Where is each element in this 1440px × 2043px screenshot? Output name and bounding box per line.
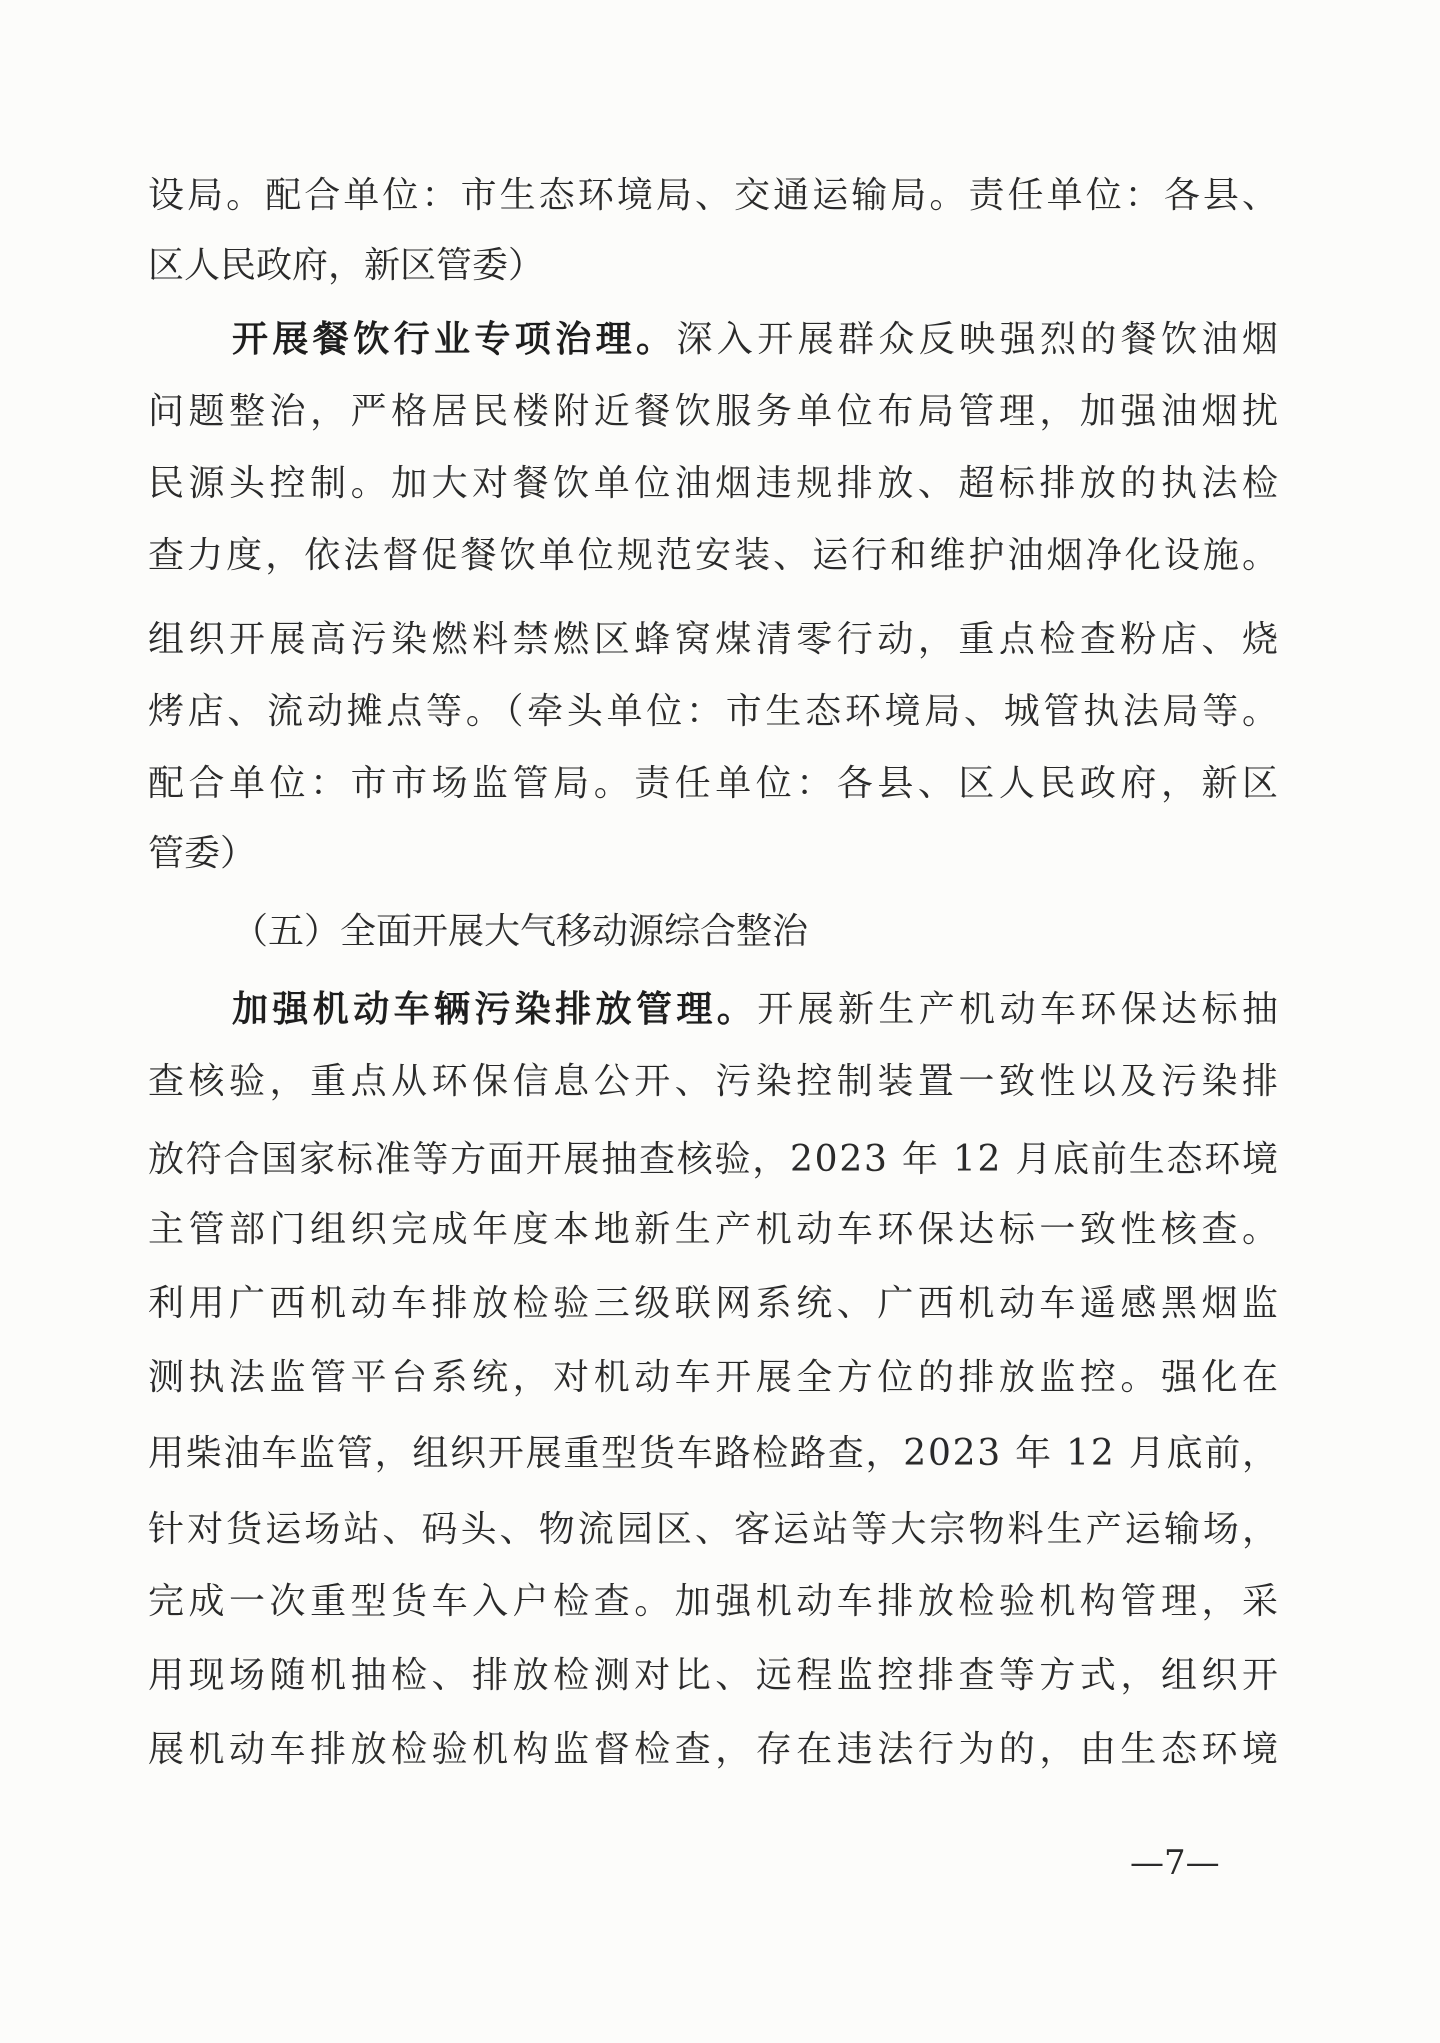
body-line — [148, 1720, 1283, 1780]
line-text: 测执法监管平台系统，对机动车开展全方位的排放监控。强化在 — [148, 1357, 1283, 1398]
bold-lead-phrase: 加强机动车辆污染排放管理。 — [232, 989, 758, 1030]
body-line — [148, 236, 1278, 296]
body-line — [148, 166, 1282, 226]
body-line — [148, 454, 1283, 514]
body-line — [148, 1348, 1283, 1408]
body-line — [148, 824, 1278, 884]
line-text: 针对货运场站、码头、物流园区、客运站等大宗物料生产运输场， — [148, 1509, 1282, 1550]
line-text: 完成一次重型货车入户检查。加强机动车排放检验机构管理，采 — [148, 1581, 1283, 1622]
body-line — [148, 1130, 1278, 1190]
body-line — [148, 1200, 1283, 1260]
line-text: 放符合国家标准等方面开展抽查核验，2023 年 12 月底前生态环境 — [148, 1139, 1280, 1180]
paragraph-first-line — [232, 980, 1283, 1040]
body-line — [148, 1500, 1282, 1560]
body-line — [148, 610, 1283, 670]
body-line — [148, 1424, 1278, 1484]
line-text: 配合单位：市市场监管局。责任单位：各县、区人民政府，新区 — [148, 763, 1283, 804]
line-text: 组织开展高污染燃料禁燃区蜂窝煤清零行动，重点检查粉店、烧 — [148, 619, 1283, 660]
page-number: —7— — [1130, 1843, 1220, 1883]
line-text: 查力度，依法督促餐饮单位规范安装、运行和维护油烟净化设施。 — [148, 535, 1282, 576]
heading-text: （五）全面开展大气移动源综合整治 — [232, 911, 809, 952]
line-text: 深入开展群众反映强烈的餐饮油烟 — [676, 319, 1283, 360]
body-line — [148, 1572, 1283, 1632]
bold-lead-phrase: 开展餐饮行业专项治理。 — [232, 319, 677, 360]
paragraph-first-line — [232, 310, 1283, 370]
body-line — [148, 682, 1282, 742]
line-text: 用柴油车监管，组织开展重型货车路检路查，2023 年 12 月底前， — [148, 1433, 1280, 1474]
line-text: 问题整治，严格居民楼附近餐饮服务单位布局管理，加强油烟扰 — [148, 391, 1283, 432]
line-text: 开展新生产机动车环保达标抽 — [757, 989, 1283, 1030]
line-text: 利用广西机动车排放检验三级联网系统、广西机动车遥感黑烟监 — [148, 1283, 1283, 1324]
line-text: 烤店、流动摊点等。（牵头单位：市生态环境局、城管执法局等。 — [148, 691, 1282, 732]
line-text: 民源头控制。加大对餐饮单位油烟违规排放、超标排放的执法检 — [148, 463, 1283, 504]
line-text: 管委） — [148, 833, 257, 874]
line-text: 区人民政府，新区管委） — [148, 245, 545, 286]
body-line — [148, 754, 1283, 814]
body-line — [148, 526, 1282, 586]
body-line — [148, 1274, 1283, 1334]
line-text: 设局。配合单位：市生态环境局、交通运输局。责任单位：各县、 — [148, 175, 1282, 216]
body-line — [148, 1646, 1283, 1706]
body-line — [148, 1052, 1283, 1112]
line-text: 展机动车排放检验机构监督检查，存在违法行为的，由生态环境 — [148, 1729, 1283, 1770]
line-text: 用现场随机抽检、排放检测对比、远程监控排查等方式，组织开 — [148, 1655, 1283, 1696]
body-line — [148, 382, 1283, 442]
line-text: 主管部门组织完成年度本地新生产机动车环保达标一致性核查。 — [148, 1209, 1283, 1250]
line-text: 查核验，重点从环保信息公开、污染控制装置一致性以及污染排 — [148, 1061, 1283, 1102]
section-heading — [232, 902, 808, 962]
